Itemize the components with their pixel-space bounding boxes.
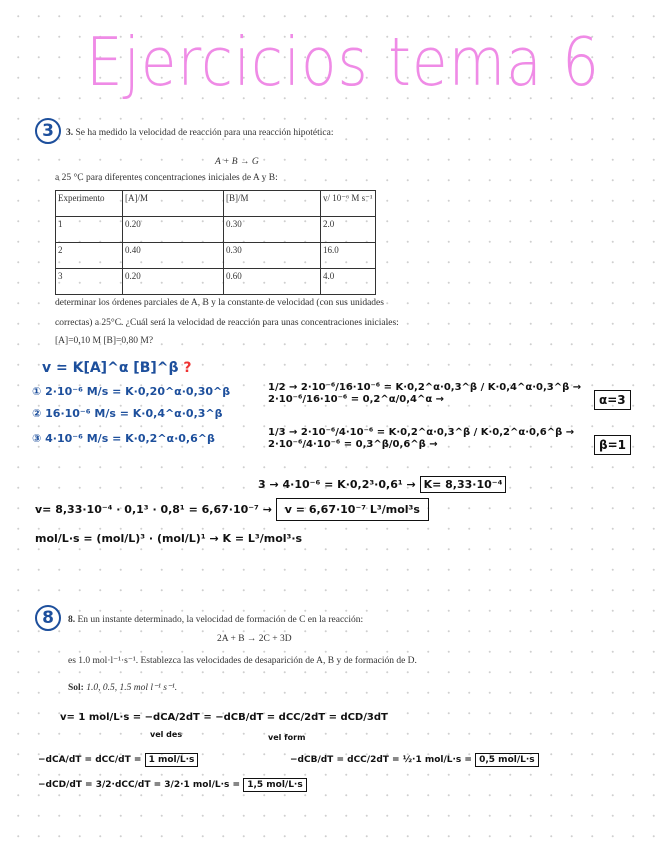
data-table <box>55 190 376 295</box>
rate-d: −dCD/dT = 3/2·dCC/dT = 3/2·1 mol/L·s = <box>38 780 241 790</box>
header-cell: v/ 10⁻⁶ M s⁻¹ <box>321 191 376 217</box>
rate-definition: v= 1 mol/L·s = −dCA/2dT = −dCB/dT = dCC/2dT = dCD/3dT <box>60 712 388 723</box>
v-calculation: v= 8,33·10⁻⁴ · 0,1³ · 0,8¹ = 6,67·10⁻⁷ → <box>35 503 272 516</box>
question-line: [A]=0,10 M [B]=0,80 M? <box>55 336 154 346</box>
problem-3-number: 3. <box>66 128 74 138</box>
problem-8-given: es 1.0 mol·l⁻¹·s⁻¹. Establezca las velocidades de desaparición de A, B y de formación de D. <box>68 656 417 666</box>
ratio-1-2: 1/2 → 2·10⁻⁶/16·10⁻⁶ = K·0,2^α·0,3^β / K·0,4^α·0,3^β → 2·10⁻⁶/16·10⁻⁶ = 0,2^α/0,4^α → <box>268 382 582 405</box>
equation-2: ② 16·10⁻⁶ M/s = K·0,4^α·0,3^β <box>32 407 223 420</box>
rate-a: −dCA/dT = dCC/dT = <box>38 755 142 765</box>
problem-8-statement: En un instante determinado, la velocidad de formación de C en la reacción: <box>77 615 364 625</box>
cell: 0.20 <box>123 269 224 295</box>
cell: 16.0 <box>321 243 376 269</box>
cell: 2.0 <box>321 217 376 243</box>
problem-8-number: 8. <box>68 615 76 625</box>
ratio-1-3: 1/3 → 2·10⁻⁶/4·10⁻⁶ = K·0,2^α·0,3^β / K·0,2^α·0,6^β → 2·10⁻⁶/4·10⁻⁶ = 0,3^β/0,6^β → <box>268 427 575 450</box>
rate-b: −dCB/dT = dCC/2dT = ½·1 mol/L·s = <box>290 755 472 765</box>
solution-label: Sol: <box>68 683 84 693</box>
cell: 4.0 <box>321 269 376 295</box>
k-calculation: 3 → 4·10⁻⁶ = K·0,2³·0,6¹ → <box>258 478 416 491</box>
header-cell: [B]/M <box>224 191 321 217</box>
problem-3-reaction: A + B → G <box>215 157 259 167</box>
cell: 1 <box>56 217 123 243</box>
question-line: correctas) a 25°C. ¿Cuál será la velocidad de reacción para unas concentraciones iniciales: <box>55 318 399 328</box>
table-header-row <box>56 191 376 217</box>
question-mark: ? <box>183 360 192 376</box>
cell: 3 <box>56 269 123 295</box>
problem-8-reaction: 2A + B → 2C + 3D <box>217 634 292 644</box>
rate-b-result: 0,5 mol/L·s <box>475 753 539 767</box>
v-result: v = 6,67·10⁻⁷ L³/mol³s <box>276 498 429 521</box>
units-derivation: mol/L·s = (mol/L)³ · (mol/L)¹ → K = L³/mol³·s <box>35 532 303 545</box>
cell: 0.30 <box>224 243 321 269</box>
alpha-result: α=3 <box>594 390 631 410</box>
problem-3-statement: Se ha medido la velocidad de reacción para una reacción hipotética: <box>75 128 334 138</box>
question-line: determinar los órdenes parciales de A, B y la constante de velocidad (con sus unidades <box>55 298 384 308</box>
label-vel-form: vel form <box>268 733 306 742</box>
equation-3: ③ 4·10⁻⁶ M/s = K·0,2^α·0,6^β <box>32 432 215 445</box>
cell: 0.20 <box>123 217 224 243</box>
rate-d-result: 1,5 mol/L·s <box>243 778 307 792</box>
problem-8-badge: 8 <box>35 605 61 631</box>
problem-3-conditions: a 25 °C para diferentes concentraciones iniciales de A y B: <box>55 173 278 183</box>
rate-law: v = K[A]^α [B]^β <box>42 360 179 376</box>
problem-3-badge: 3 <box>35 118 61 144</box>
header-cell: [A]/M <box>123 191 224 217</box>
page-title: Ejercicios tema 6 <box>86 22 600 102</box>
solution-values: 1.0, 0.5, 1.5 mol l⁻¹ s⁻¹. <box>86 683 178 693</box>
header-cell: Experimento <box>56 191 123 217</box>
k-result: K= 8,33·10⁻⁴ <box>420 476 507 493</box>
cell: 0.40 <box>123 243 224 269</box>
label-vel-des: vel des <box>150 730 183 739</box>
beta-result: β=1 <box>594 435 631 455</box>
rate-a-result: 1 mol/L·s <box>145 753 199 767</box>
cell: 0.60 <box>224 269 321 295</box>
cell: 2 <box>56 243 123 269</box>
table-row <box>56 243 376 269</box>
equation-1: ① 2·10⁻⁶ M/s = K·0,20^α·0,30^β <box>32 385 231 398</box>
table-row <box>56 217 376 243</box>
cell: 0.30 <box>224 217 321 243</box>
table-row <box>56 269 376 295</box>
